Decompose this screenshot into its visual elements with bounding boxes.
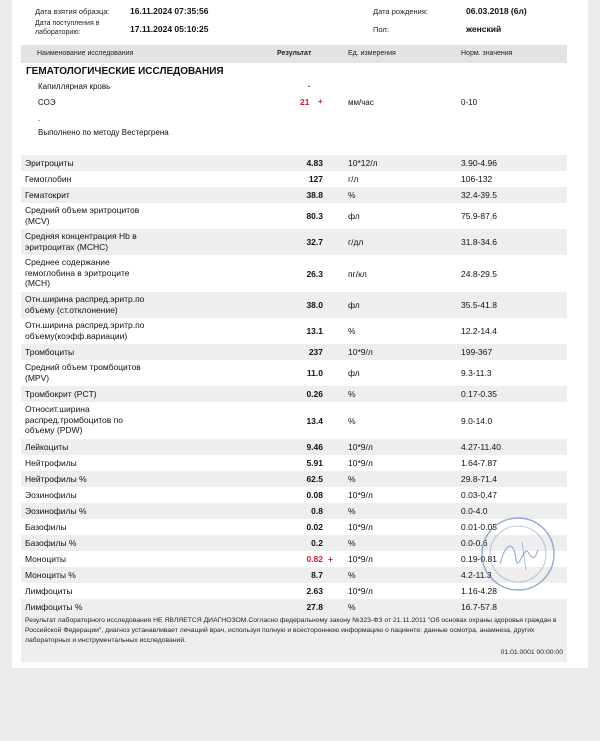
table-row xyxy=(21,402,567,439)
esr-dot: . xyxy=(38,114,41,123)
row-result: 32.7 xyxy=(306,237,323,247)
row-result: 0.08 xyxy=(306,490,323,500)
col-name: Наименование исследования xyxy=(37,50,134,57)
birth-date-label: Дата рождения: xyxy=(373,7,428,16)
row-unit: 10*12/л xyxy=(348,158,378,168)
esr-result: 21 xyxy=(300,97,310,107)
row-test-name-line: Нейтрофилы % xyxy=(25,474,87,484)
esr-flag: + xyxy=(318,97,323,106)
row-norm: 35.5-41.8 xyxy=(461,300,497,310)
row-flag: + xyxy=(328,554,333,564)
row-result: 38.8 xyxy=(306,190,323,200)
row-test-name xyxy=(25,294,144,315)
row-test-name xyxy=(25,347,74,358)
row-test-name-line: Эритроциты xyxy=(25,158,74,168)
row-result: 5.91 xyxy=(306,458,323,468)
sex-label: Пол: xyxy=(373,25,389,34)
table-row xyxy=(21,487,567,503)
row-test-name-line: объему(коэфф.вариации) xyxy=(25,330,128,341)
row-test-name xyxy=(25,538,76,549)
table-row xyxy=(21,360,567,386)
row-test-name xyxy=(25,490,77,501)
col-norm: Норм. значения xyxy=(461,50,513,57)
row-result: 0.02 xyxy=(306,522,323,532)
birth-date: 06.03.2018 (6л) xyxy=(466,6,527,16)
row-norm: 75.9-87.6 xyxy=(461,211,497,221)
row-test-name-line: Лимфоциты xyxy=(25,586,73,596)
table-row xyxy=(21,187,567,203)
row-test-name-line: Моноциты xyxy=(25,554,66,564)
received-date: 17.11.2024 05:10:25 xyxy=(130,24,209,34)
row-test-name xyxy=(25,554,66,565)
esr-material-dot: . xyxy=(308,80,311,89)
row-test-name-line: распред.тромбоцитов по xyxy=(25,414,123,425)
row-test-name-line: Лейкоциты xyxy=(25,442,69,452)
row-test-name-line: (MCV) xyxy=(25,215,50,226)
row-test-name xyxy=(25,362,141,383)
disclaimer-footer xyxy=(21,612,567,662)
table-row xyxy=(21,455,567,471)
esr-norm: 0-10 xyxy=(461,98,478,107)
row-test-name xyxy=(25,570,76,581)
row-test-name-line: эритроцитах (MCHC) xyxy=(25,241,109,252)
row-unit: % xyxy=(348,416,356,426)
row-test-name-line: Эозинофилы xyxy=(25,490,77,500)
row-test-name xyxy=(25,205,139,226)
row-norm: 4.2-11.3 xyxy=(461,570,492,580)
row-norm: 199-367 xyxy=(461,347,493,357)
row-test-name xyxy=(25,506,87,517)
esr-name: СОЭ xyxy=(38,98,56,107)
row-test-name-line: объему (PDW) xyxy=(25,425,83,435)
row-test-name-line: Относит.ширина xyxy=(25,404,90,414)
sample-date: 16.11.2024 07:35:56 xyxy=(130,6,209,16)
row-unit: пг/кл xyxy=(348,269,367,279)
col-unit: Ед. измерения xyxy=(348,50,396,57)
row-norm: 0.0-0.6 xyxy=(461,538,488,548)
row-unit: % xyxy=(348,474,356,484)
row-norm: 0.17-0.35 xyxy=(461,389,497,399)
row-unit: 10*9/л xyxy=(348,458,373,468)
table-row xyxy=(21,344,567,360)
row-test-name-line: (MCH) xyxy=(25,278,51,288)
table-row xyxy=(21,471,567,487)
row-result: 0.26 xyxy=(306,389,323,399)
col-result: Результат xyxy=(277,50,312,57)
row-norm: 106-132 xyxy=(461,174,493,184)
esr-method: Выполнено по методу Вестергрена xyxy=(38,128,169,137)
row-norm: 12.2-14.4 xyxy=(461,326,497,336)
row-test-name-line: Моноциты % xyxy=(25,570,76,580)
row-test-name-line: Гемоглобин xyxy=(25,174,72,184)
row-result: 0.8 xyxy=(311,506,323,516)
row-result: 80.3 xyxy=(306,211,323,221)
row-result: 13.1 xyxy=(306,326,323,336)
table-row xyxy=(21,292,567,318)
row-norm: 16.7-57.8 xyxy=(461,602,497,612)
esr-unit: мм/час xyxy=(348,98,374,107)
row-test-name-line: Средняя концентрация Hb в xyxy=(25,231,137,241)
row-unit: г/л xyxy=(348,174,359,184)
row-unit: 10*9/л xyxy=(348,522,373,532)
report-code: 01.01.0001 00:00:00 xyxy=(500,649,563,656)
row-norm: 9.3-11.3 xyxy=(461,368,492,378)
row-test-name-line: гемоглобина в эритроците xyxy=(25,267,130,278)
row-unit: фл xyxy=(348,368,360,378)
row-unit: 10*9/л xyxy=(348,490,373,500)
table-row xyxy=(21,203,567,229)
row-result: 26.3 xyxy=(306,269,323,279)
table-row xyxy=(21,255,567,292)
row-unit: % xyxy=(348,389,356,399)
row-unit: 10*9/л xyxy=(348,554,373,564)
stamp-seal-icon xyxy=(476,512,560,596)
row-norm: 32.4-39.5 xyxy=(461,190,497,200)
row-norm: 1.16-4.28 xyxy=(461,586,497,596)
row-result: 27.8 xyxy=(306,602,323,612)
table-row xyxy=(21,171,567,187)
table-row xyxy=(21,386,567,402)
disclaimer-text: Результат лабораторного исследования НЕ ЯВЛЯЕТСЯ ДИАГНОЗОМ.Согласно федеральному закону №323-ФЗ от 21.11.2011 "Об основах охраны здоровья граждан в Российской Федерации", диагноз устанавливает лечащий врач, используя полную и всестороннюю информацию о пациенте: данные осмотра, анамнеза, других лабораторных и инструментальных исследований. xyxy=(25,617,557,644)
row-test-name-line: Лимфоциты % xyxy=(25,602,83,612)
row-norm: 4.27-11.40 xyxy=(461,442,502,452)
row-unit: % xyxy=(348,570,356,580)
row-result: 127 xyxy=(308,174,323,184)
row-result: 237 xyxy=(308,347,323,357)
row-test-name-line: Средний объем тромбоцитов xyxy=(25,362,141,372)
row-result: 4.83 xyxy=(306,158,323,168)
row-test-name xyxy=(25,389,97,400)
row-test-name-line: Эозинофилы % xyxy=(25,506,87,516)
table-row xyxy=(21,229,567,255)
row-test-name-line: Тромбоциты xyxy=(25,347,75,357)
row-result: 0.2 xyxy=(311,538,323,548)
row-test-name xyxy=(25,320,144,341)
row-unit: фл xyxy=(348,211,360,221)
table-header xyxy=(21,45,567,63)
row-test-name xyxy=(25,404,123,436)
row-result: 13.4 xyxy=(306,416,323,426)
received-label: Дата поступления в лабораторию: xyxy=(35,20,100,36)
row-test-name xyxy=(25,158,74,169)
row-test-name xyxy=(25,602,82,613)
row-unit: % xyxy=(348,538,356,548)
row-test-name xyxy=(25,586,73,597)
row-test-name xyxy=(25,190,70,201)
row-unit: фл xyxy=(348,300,360,310)
sample-date-label: Дата взятия образца: xyxy=(35,7,110,16)
row-test-name xyxy=(25,442,68,453)
row-test-name-line: Базофилы xyxy=(25,522,67,532)
row-result: 8.7 xyxy=(311,570,323,580)
row-result: 2.63 xyxy=(306,586,323,596)
row-unit: % xyxy=(348,602,356,612)
row-norm: 9.0-14.0 xyxy=(461,416,493,426)
row-norm: 24.8-29.5 xyxy=(461,269,497,279)
row-norm: 29.8-71.4 xyxy=(461,474,497,484)
row-unit: г/дл xyxy=(348,237,364,247)
section-title: ГЕМАТОЛОГИЧЕСКИЕ ИССЛЕДОВАНИЯ xyxy=(26,66,224,77)
row-test-name-line: Отн.ширина распред.эритр.по xyxy=(25,320,145,330)
row-result: 9.46 xyxy=(306,442,323,452)
row-result: 62.5 xyxy=(306,474,323,484)
row-test-name-line: Отн.ширина распред.эритр.по xyxy=(25,294,145,304)
row-norm: 31.8-34.6 xyxy=(461,237,497,247)
row-norm: 0.19-0.81 xyxy=(461,554,497,564)
row-test-name xyxy=(25,458,77,469)
row-norm: 0.0-4.0 xyxy=(461,506,488,516)
row-unit: % xyxy=(348,506,356,516)
table-row xyxy=(21,318,567,344)
row-unit: % xyxy=(348,190,356,200)
row-result: 0.82 xyxy=(306,554,323,564)
row-test-name xyxy=(25,257,130,289)
row-test-name-line: Тромбокрит (PCT) xyxy=(25,389,97,399)
row-unit: % xyxy=(348,326,356,336)
row-unit: 10*9/л xyxy=(348,347,373,357)
row-test-name-line: Базофилы % xyxy=(25,538,77,548)
row-test-name-line: объему (ст.отклонение) xyxy=(25,304,118,315)
row-test-name xyxy=(25,231,137,252)
esr-material: Капиллярная кровь xyxy=(38,82,111,91)
row-test-name xyxy=(25,474,87,485)
table-row xyxy=(21,439,567,455)
row-norm: 0.01-0.05 xyxy=(461,522,497,532)
row-result: 38.0 xyxy=(306,300,323,310)
row-norm: 1.64-7.87 xyxy=(461,458,497,468)
row-norm: 0.03-0.47 xyxy=(461,490,497,500)
row-result: 11.0 xyxy=(306,368,323,378)
row-unit: 10*9/л xyxy=(348,586,373,596)
row-test-name-line: Гематокрит xyxy=(25,190,70,200)
row-test-name-line: Средний объем эритроцитов xyxy=(25,205,140,215)
row-test-name-line: Среднее содержание xyxy=(25,257,110,267)
sex-value: женский xyxy=(466,24,502,34)
row-unit: 10*9/л xyxy=(348,442,373,452)
row-test-name-line: Нейтрофилы xyxy=(25,458,77,468)
row-test-name xyxy=(25,174,71,185)
table-row xyxy=(21,155,567,171)
row-test-name-line: (MPV) xyxy=(25,372,50,383)
row-test-name xyxy=(25,522,67,533)
row-norm: 3.90-4.96 xyxy=(461,158,497,168)
